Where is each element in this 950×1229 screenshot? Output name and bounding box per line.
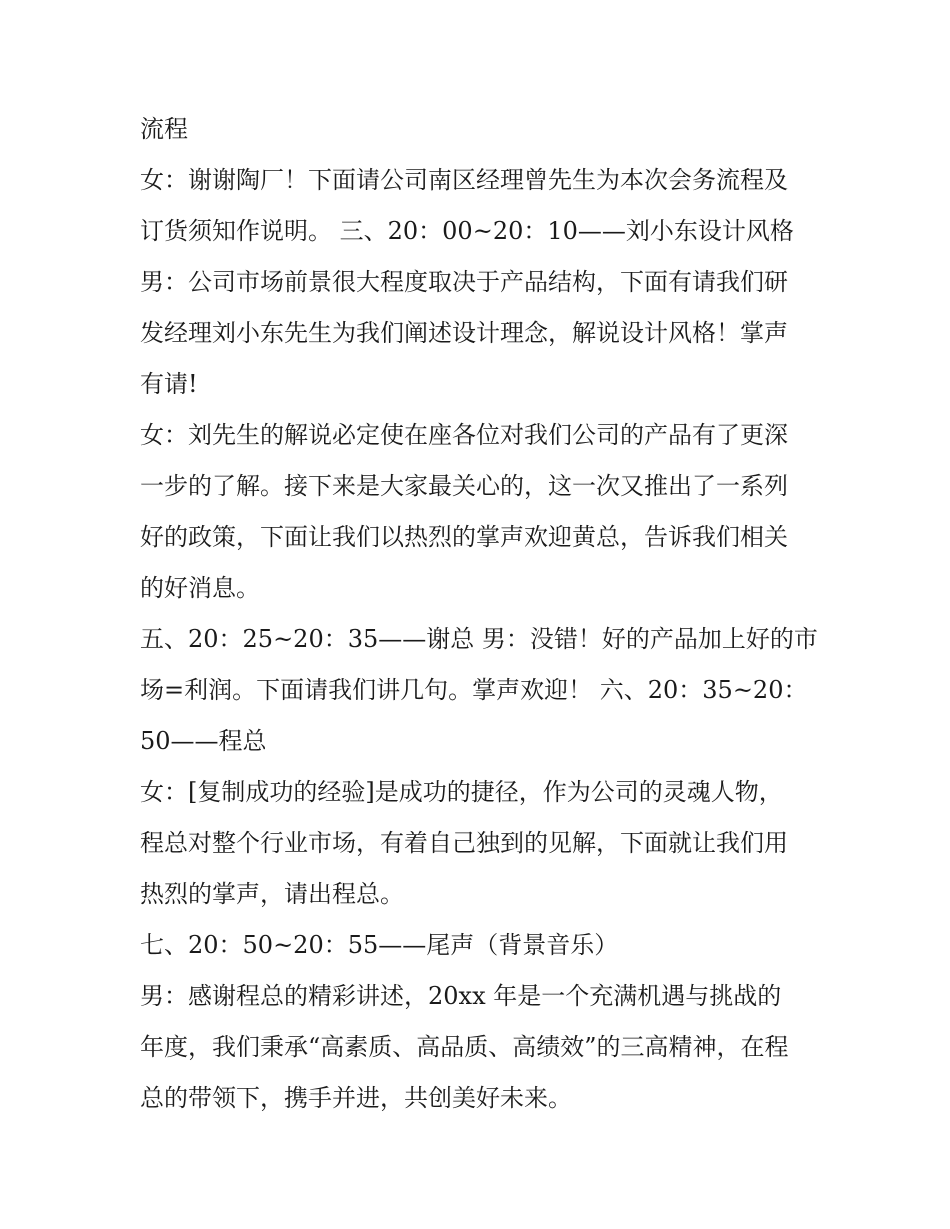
text-line: 50——程总 <box>140 727 267 755</box>
text-line: 七、20：50~20：55——尾声（背景音乐） <box>140 931 619 959</box>
text-line: 热烈的掌声，请出程总。 <box>140 880 404 908</box>
text-line: 流程 <box>140 115 188 143</box>
text-line: 五、20：25~20：35——谢总 男：没错！好的产品加上好的市 <box>140 625 818 653</box>
text-line: 年度，我们秉承“高素质、高品质、高绩效”的三高精神，在程 <box>140 1033 789 1061</box>
text-line: 女：[复制成功的经验]是成功的捷径，作为公司的灵魂人物， <box>140 778 783 806</box>
text-line: 有请! <box>140 370 198 398</box>
text-line: 场=利润。下面请我们讲几句。掌声欢迎！ 六、20：35~20： <box>140 676 808 704</box>
body-text <box>140 104 818 1124</box>
text-line: 发经理刘小东先生为我们阐述设计理念，解说设计风格！掌声 <box>140 319 788 347</box>
text-line: 订货须知作说明。 三、20：00~20：10——刘小东设计风格 <box>140 217 794 245</box>
text-line: 男：感谢程总的精彩讲述，20xx 年是一个充满机遇与挑战的 <box>140 982 782 1010</box>
text-line: 程总对整个行业市场，有着自己独到的见解，下面就让我们用 <box>140 829 788 857</box>
text-line: 好的政策，下面让我们以热烈的掌声欢迎黄总，告诉我们相关 <box>140 523 788 551</box>
text-line: 的好消息。 <box>140 574 260 602</box>
text-line: 男：公司市场前景很大程度取决于产品结构，下面有请我们研 <box>140 268 788 296</box>
text-line: 女：刘先生的解说必定使在座各位对我们公司的产品有了更深 <box>140 421 788 449</box>
text-line: 女：谢谢陶厂！下面请公司南区经理曾先生为本次会务流程及 <box>140 166 788 194</box>
text-line: 一步的了解。接下来是大家最关心的，这一次又推出了一系列 <box>140 472 788 500</box>
text-line: 总的带领下，携手并进，共创美好未来。 <box>140 1084 572 1112</box>
